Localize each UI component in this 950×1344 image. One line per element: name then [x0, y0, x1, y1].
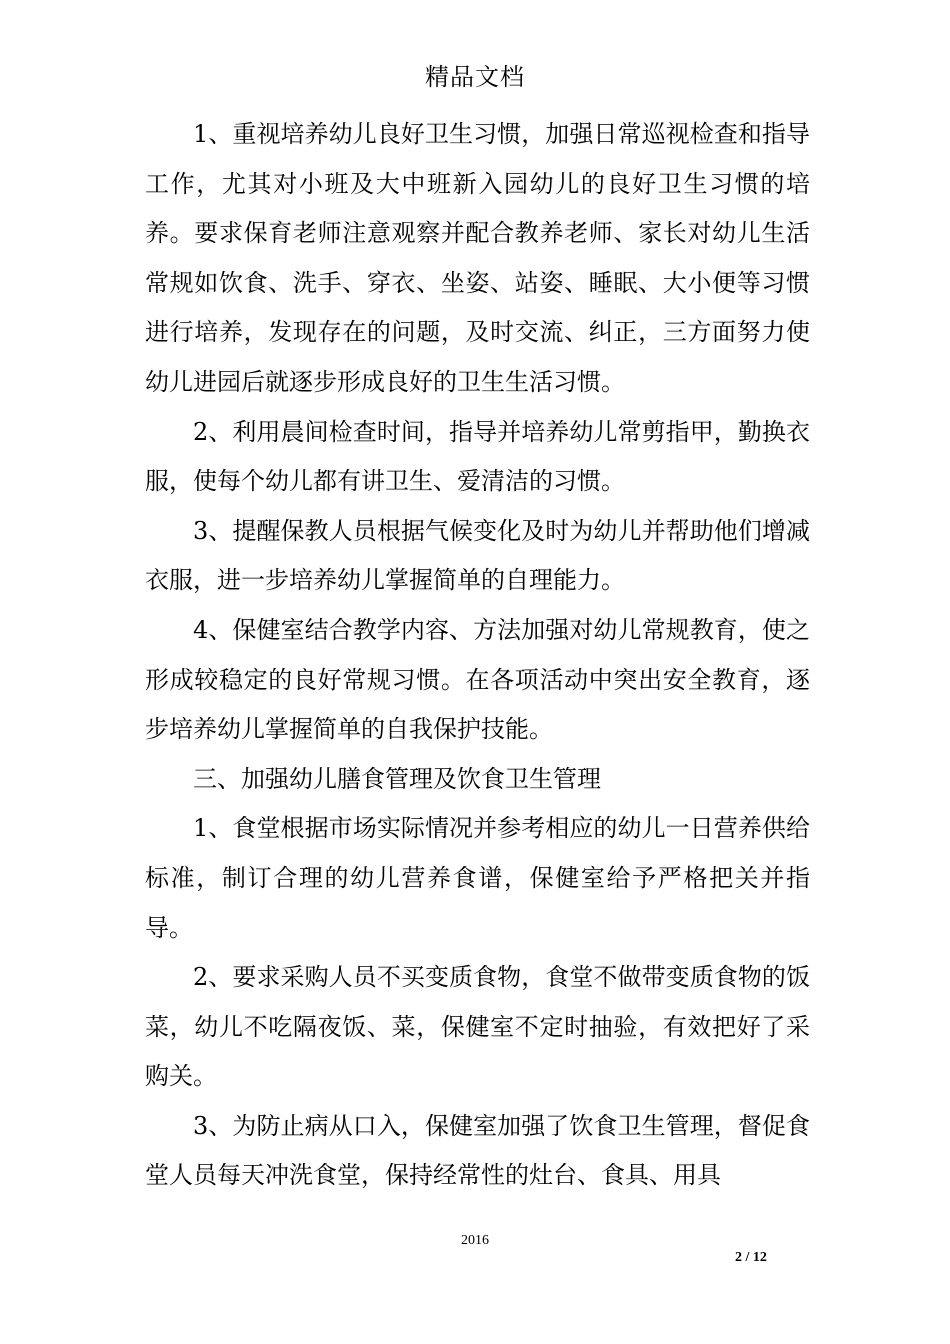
paragraph-routine-education: 4、保健室结合教学内容、方法加强对幼儿常规教育，使之形成较稳定的良好常规习惯。在各项活动中突出安全教育，逐步培养幼儿掌握简单的自我保护技能。: [145, 615, 810, 744]
paragraph-weather-clothing: 3、提醒保教人员根据气候变化及时为幼儿并帮助他们增减衣服，进一步培养幼儿掌握简单的自理能力。: [145, 516, 810, 595]
paragraph-morning-check: 2、利用晨间检查时间，指导并培养幼儿常剪指甲，勤换衣服，使每个幼儿都有讲卫生、爱清洁的习惯。: [145, 417, 810, 496]
document-body: [145, 110, 810, 1201]
page-separator: /: [742, 1250, 753, 1265]
page-header-title: 精品文档: [425, 63, 525, 91]
page-current: 2: [735, 1250, 742, 1265]
paragraph-purchasing: 2、要求采购人员不买变质食物，食堂不做带变质食物的饭菜，幼儿不吃隔夜饭、菜，保健室不定时抽验，有效把好了采购关。: [145, 963, 810, 1091]
page-total: 12: [752, 1250, 767, 1265]
paragraph-hygiene-habits: 1、重视培养幼儿良好卫生习惯，加强日常巡视检查和指导工作，尤其对小班及大中班新入园幼儿的良好卫生习惯的培养。要求保育老师注意观察并配合教养老师、家长对幼儿生活常规如饮食、洗手、穿衣、坐姿、站姿、睡眠、大小便等习惯进行培养，发现存在的问题，及时交流、纠正，三方面努力使幼儿进园后就逐步形成良好的卫生生活习惯。: [145, 120, 810, 396]
paragraph-food-hygiene: 3、为防止病从口入，保健室加强了饮食卫生管理，督促食堂人员每天冲洗食堂，保持经常性的灶台、食具、用具: [145, 1111, 810, 1190]
paragraph-nutrition-menu: 1、食堂根据市场实际情况并参考相应的幼儿一日营养供给标准，制订合理的幼儿营养食谱，保健室给予严格把关并指导。: [145, 814, 810, 942]
footer-year: 2016: [461, 1233, 489, 1248]
page-number: [735, 1250, 767, 1266]
section-heading-diet-management: 三、加强幼儿膳食管理及饮食卫生管理: [193, 764, 601, 793]
